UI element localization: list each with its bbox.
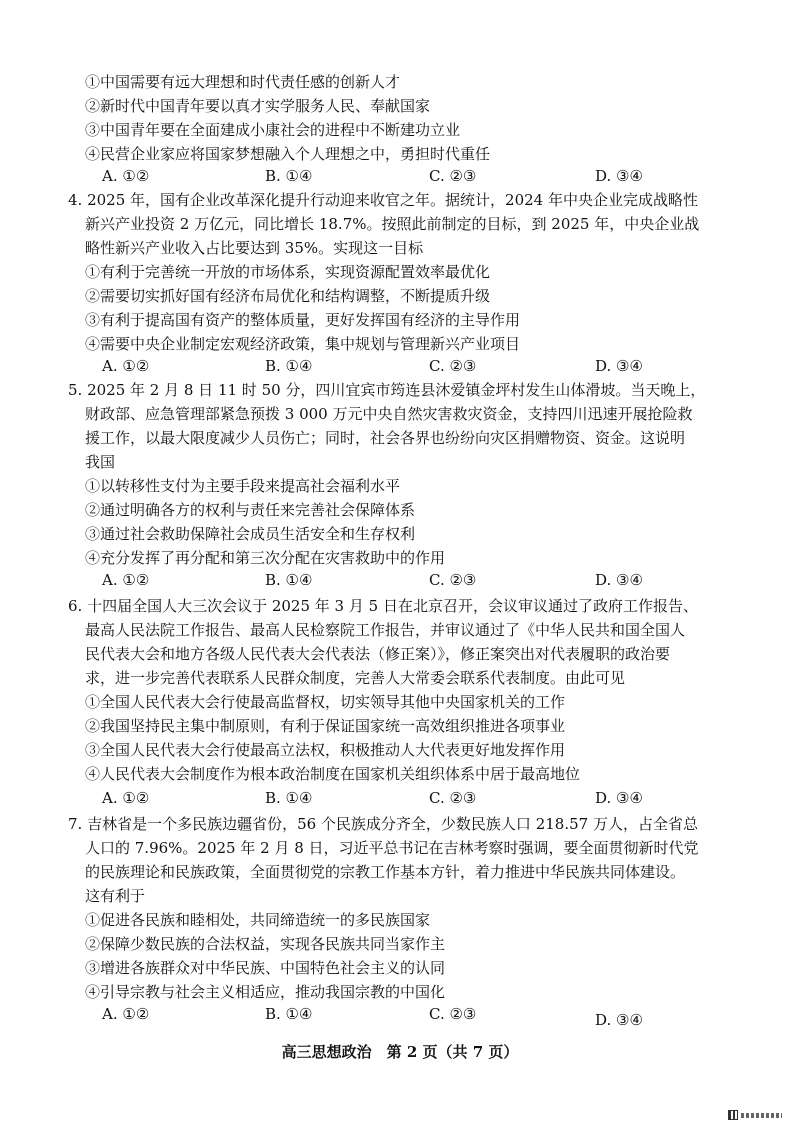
q5-option-4: ④充分发挥了再分配和第三次分配在灾害救助中的作用 [85,549,446,567]
choice-b: B. ①④ [265,789,313,807]
q4-option-2: ②需要切实抓好国有经济布局优化和结构调整，不断提质升级 [85,287,491,305]
page-footer: 高三思想政治 第 2 页（共 7 页） [281,1043,519,1061]
q5-option-1: ①以转移性支付为主要手段来提高社会福利水平 [85,477,401,495]
q5-stem-line-1: 5. 2025 年 2 月 8 日 11 时 50 分，四川宜宾市筠连县沐爱镇金坪村发生山体滑坡。当天晚上， [68,381,706,399]
q7-stem-line-4: 这有利于 [85,887,146,905]
q7-option-4: ④引导宗教与社会主义相适应，推动我国宗教的中国化 [85,983,446,1001]
q7-stem-line-2: 人口的 7.96%。2025 年 2 月 8 日，习近平总书记在吉林考察时强调，要全面贯彻新时代党 [85,839,699,857]
q6-stem-line-3: 民代表大会和地方各级人民代表大会代表法（修正案）》，修正案突出对代表履职的政治要 [85,645,671,663]
watermark-mark [741,1113,782,1118]
q5-choices [102,568,722,592]
q6-option-1: ①全国人民代表大会行使最高监督权，切实领导其他中央国家机关的工作 [85,693,566,711]
choice-b: B. ①④ [265,571,313,589]
q7-option-3: ③增进各族群众对中华民族、中国特色社会主义的认同 [85,959,446,977]
choice-b: B. ①④ [265,1005,313,1023]
choice-d: D. ③④ [595,1011,643,1029]
choice-a: A. ①② [102,357,150,375]
q5-option-3: ③通过社会救助保障社会成员生活安全和生存权利 [85,525,416,543]
q3-choices [102,164,722,188]
choice-d: D. ③④ [595,167,643,185]
choice-a: A. ①② [102,571,150,589]
choice-b: B. ①④ [265,167,313,185]
choice-c: C. ②③ [429,789,477,807]
q7-stem-line-1: 7. 吉林省是一个多民族边疆省份，56 个民族成分齐全，少数民族人口 218.57 万人，占全省总 [68,815,698,833]
q3-option-3: ③中国青年要在全面建成小康社会的进程中不断建功立业 [85,121,461,139]
choice-a: A. ①② [102,789,150,807]
q6-option-3: ③全国人民代表大会行使最高立法权，积极推动人大代表更好地发挥作用 [85,741,566,759]
choice-b: B. ①④ [265,357,313,375]
q5-stem-line-3: 援工作，以最大限度减少人员伤亡；同时，社会各界也纷纷向灾区捐赠物资、资金。这说明 [85,429,686,447]
q4-stem-line-2: 新兴产业投资 2 万亿元，同比增长 18.7%。按照此前制定的目标，到 2025 年，中央企业战 [85,215,700,233]
watermark-logo [728,1109,782,1121]
q7-option-2: ②保障少数民族的合法权益，实现各民族共同当家作主 [85,935,446,953]
q3-option-4: ④民营企业家应将国家梦想融入个人理想之中，勇担时代重任 [85,145,491,163]
q4-option-3: ③有利于提高国有资产的整体质量，更好发挥国有经济的主导作用 [85,311,521,329]
q4-option-4: ④需要中央企业制定宏观经济政策，集中规划与管理新兴产业项目 [85,335,521,353]
q5-stem-line-2: 财政部、应急管理部紧急预拨 3 000 万元中央自然灾害救灾资金，支持四川迅速开展抢险救 [85,405,693,423]
choice-c: C. ②③ [429,167,477,185]
choice-d: D. ③④ [595,571,643,589]
choice-c: C. ②③ [429,357,477,375]
q6-choices [102,786,722,810]
choice-c: C. ②③ [429,571,477,589]
choice-c: C. ②③ [429,1005,477,1023]
q6-stem-line-1: 6. 十四届全国人大三次会议于 2025 年 3 月 5 日在北京召开，会议审议通过了政府工作报告、 [68,597,698,615]
q4-stem-line-3: 略性新兴产业收入占比要达到 35%。实现这一目标 [85,239,424,257]
q3-option-2: ②新时代中国青年要以真才实学服务人民、奉献国家 [85,97,431,115]
q7-option-1: ①促进各民族和睦相处，共同缔造统一的多民族国家 [85,911,431,929]
q4-option-1: ①有利于完善统一开放的市场体系，实现资源配置效率最优化 [85,263,491,281]
q5-option-2: ②通过明确各方的权利与责任来完善社会保障体系 [85,501,416,519]
choice-d: D. ③④ [595,357,643,375]
q3-option-1: ①中国需要有远大理想和时代责任感的创新人才 [85,73,401,91]
q7-choices [102,1002,722,1029]
q5-stem-line-4: 我国 [85,453,116,471]
q6-option-2: ②我国坚持民主集中制原则，有利于保证国家统一高效组织推进各项事业 [85,717,566,735]
q6-stem-line-2: 最高人民法院工作报告、最高人民检察院工作报告，并审议通过了《中华人民共和国全国人 [85,621,686,639]
qr-code-icon [728,1110,738,1120]
choice-d: D. ③④ [595,789,643,807]
q4-stem-line-1: 4. 2025 年，国有企业改革深化提升行动迎来收官之年。据统计，2024 年中央企业完成战略性 [68,191,698,209]
choice-a: A. ①② [102,167,150,185]
choice-a: A. ①② [102,1005,150,1023]
q4-choices [102,354,722,378]
q6-option-4: ④人民代表大会制度作为根本政治制度在国家机关组织体系中居于最高地位 [85,765,581,783]
q6-stem-line-4: 求，进一步完善代表联系人民群众制度，完善人大常委会联系代表制度。由此可见 [85,669,626,687]
q7-stem-line-3: 的民族理论和民族政策，全面贯彻党的宗教工作基本方针，着力推进中华民族共同体建设。 [85,863,686,881]
